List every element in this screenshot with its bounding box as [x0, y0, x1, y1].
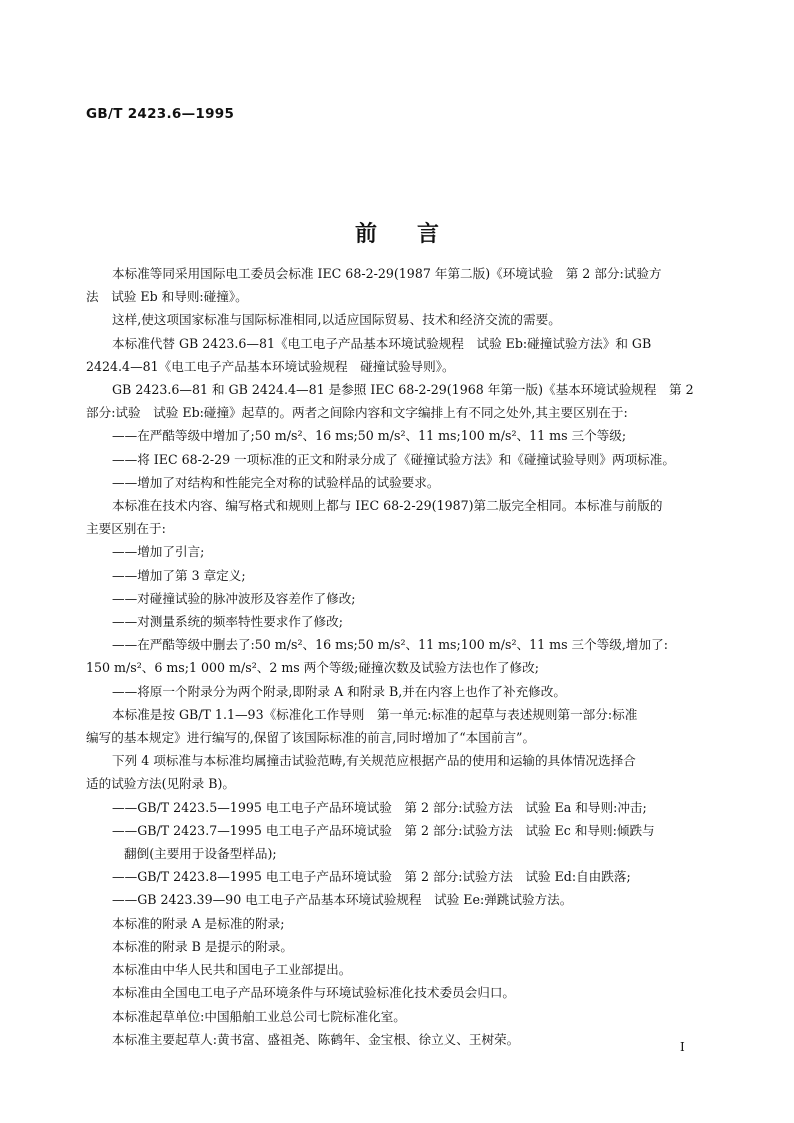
- paragraph-line: 本标准由全国电工电子产品环境条件与环境试验标准化技术委员会归口。: [112, 985, 515, 1001]
- list-item: ——GB/T 2423.5—1995 电工电子产品环境试验 第 2 部分:试验方法 试验 Ea 和导则:冲击;: [112, 799, 647, 815]
- paragraph-line: 本标准由中华人民共和国电子工业部提出。: [112, 962, 352, 978]
- list-item: ——将原一个附录分为两个附录,即附录 A 和附录 B,并在内容上也作了补充修改。: [112, 683, 566, 699]
- list-item: ——GB/T 2423.8—1995 电工电子产品环境试验 第 2 部分:试验方法 试验 Ed:自由跌落;: [112, 869, 631, 885]
- paragraph-line: 部分:试验 试验 Eb:碰撞》起草的。两者之间除内容和文字编排上有不同之处外,其主要区别在于:: [86, 405, 628, 421]
- paragraph-line: 本标准的附录 B 是提示的附录。: [112, 938, 293, 954]
- paragraph-line: 本标准主要起草人:黄书富、盛祖尧、陈鹤年、金宝根、徐立义、王树荣。: [112, 1031, 520, 1047]
- paragraph-line: 这样,使这项国家标准与国际标准相同,以适应国际贸易、技术和经济交流的需要。: [112, 312, 561, 328]
- paragraph-line: 适的试验方法(见附录 B)。: [86, 776, 236, 792]
- list-item: ——在严酷等级中删去了:50 m/s²、16 ms;50 m/s²、11 ms;100 m/s²、11 ms 三个等级,增加了:: [112, 637, 668, 653]
- list-item: ——增加了对结构和性能完全对称的试验样品的试验要求。: [112, 474, 440, 490]
- page-title: 前言: [354, 222, 479, 247]
- paragraph-line: 本标准是按 GB/T 1.1—93《标准化工作导则 第一单元:标准的起草与表述规则第一部分:标准: [112, 706, 638, 722]
- paragraph-line: GB 2423.6—81 和 GB 2424.4—81 是参照 IEC 68-2-29(1968 年第一版)《基本环境试验规程 第 2: [112, 382, 694, 398]
- paragraph-line: 主要区别在于:: [86, 521, 166, 537]
- list-item: ——增加了引言;: [112, 544, 205, 560]
- list-item: ——在严酷等级中增加了;50 m/s²、16 ms;50 m/s²、11 ms;100 m/s²、11 ms 三个等级;: [112, 428, 627, 444]
- paragraph-line: 本标准的附录 A 是标准的附录;: [112, 915, 285, 931]
- list-item-continuation: 翻倒(主要用于设备型样品);: [124, 846, 277, 862]
- paragraph-line: 下列 4 项标准与本标准均属撞击试验范畴,有关规范应根据产品的使用和运输的具体情况选择合: [112, 753, 636, 769]
- paragraph-line: 本标准等同采用国际电工委员会标准 IEC 68-2-29(1987 年第二版)《环境试验 第 2 部分:试验方: [112, 266, 662, 281]
- paragraph-line: 本标准在技术内容、编写格式和规则上都与 IEC 68-2-29(1987)第二版完全相同。本标准与前版的: [112, 498, 663, 514]
- list-item: ——对碰撞试验的脉冲波形及容差作了修改;: [112, 590, 356, 606]
- paragraph-line: 2424.4—81《电工电子产品基本环境试验规程 碰撞试验导则》。: [86, 358, 455, 374]
- paragraph-line: 本标准代替 GB 2423.6—81《电工电子产品基本环境试验规程 试验 Eb:碰撞试验方法》和 GB: [112, 335, 652, 351]
- paragraph-line: 法 试验 Eb 和导则:碰撞》。: [86, 289, 248, 305]
- page-number: I: [680, 1040, 685, 1054]
- paragraph-line: 本标准起草单位:中国船舶工业总公司七院标准化室。: [112, 1008, 406, 1024]
- list-item: ——GB/T 2423.7—1995 电工电子产品环境试验 第 2 部分:试验方法 试验 Ec 和导则:倾跌与: [112, 822, 655, 838]
- list-item: ——增加了第 3 章定义;: [112, 567, 246, 583]
- list-item: ——将 IEC 68-2-29 一项标准的正文和附录分成了《碰撞试验方法》和《碰撞试验导则》两项标准。: [112, 451, 675, 467]
- standard-code-header: GB/T 2423.6—1995: [86, 106, 235, 122]
- foreword-body: [86, 262, 708, 1051]
- paragraph-line: 编写的基本规定》进行编写的,保留了该国际标准的前言,同时增加了“本国前言”。: [86, 730, 536, 746]
- list-item: ——GB 2423.39—90 电工电子产品基本环境试验规程 试验 Ee:弹跳试验方法。: [112, 892, 573, 908]
- paragraph-line: 150 m/s²、6 ms;1 000 m/s²、2 ms 两个等级;碰撞次数及试验方法也作了修改;: [86, 660, 539, 676]
- list-item: ——对测量系统的频率特性要求作了修改;: [112, 614, 343, 630]
